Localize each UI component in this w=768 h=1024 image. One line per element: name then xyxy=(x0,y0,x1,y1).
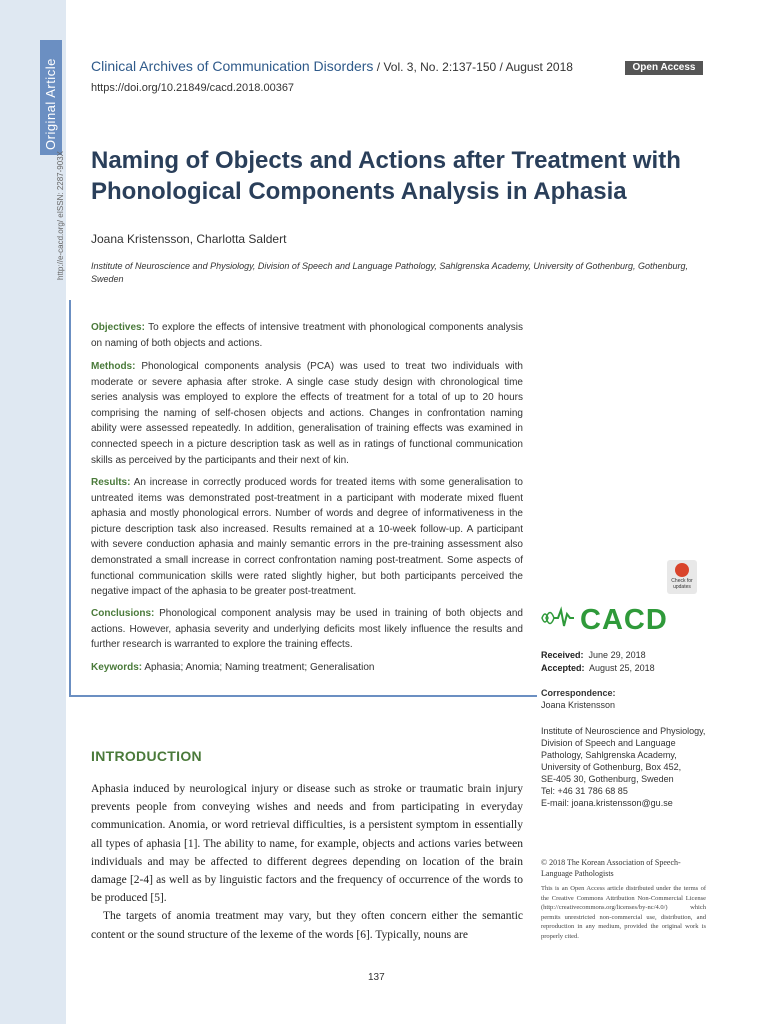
accepted-date: August 25, 2018 xyxy=(589,663,655,673)
logo-text: CACD xyxy=(580,604,668,632)
correspondence-label: Correspondence: xyxy=(541,688,616,698)
check-updates-label: Check for updates xyxy=(671,578,693,590)
abstract-methods xyxy=(91,359,523,468)
methods-text: Phonological components analysis (PCA) was used to treat two individuals with moderate or severe aphasia after stroke. A single case study design with chronological time series analysis was employed to explore the effects of treatment for a total of up to 20 hours comprising the naming of self-chosen objects and actions. Changes in confrontation naming ability were assessed repeatedly. In addition, generalisation of training effects was examined in connected speech in a picture description task as well as in ratings of functional communication skills as perceived by the participants and their next of kin. xyxy=(91,361,523,466)
inst-line: SE-405 30, Gothenburg, Sweden xyxy=(541,774,674,784)
journal-header xyxy=(91,58,573,74)
inst-line: Institute of Neuroscience and Physiology, xyxy=(541,726,706,736)
article-affiliation: Institute of Neuroscience and Physiology, Division of Speech and Language Pathology, Sahlgrenska Academy, University of Gothenburg, Gothenburg, Sweden xyxy=(91,261,689,284)
email-link[interactable]: E-mail: joana.kristensson@gu.se xyxy=(541,798,673,808)
intro-paragraph-2: The targets of anomia treatment may vary, but they often concern either the semantic content or the sound structure of the lexeme of the words [6]. Typically, nouns are xyxy=(91,910,523,941)
license-notice: This is an Open Access article distributed under the terms of the Creative Commons Attribution Non-Commercial License (http://creativecommons.org/licenses/by-nc/4.0/) which permits unrestricted non-commercial use, distribution, and reproduction in any medium, provided the original work is properly cited. xyxy=(541,885,706,940)
article-type-label: Original Article xyxy=(43,58,58,150)
methods-label: Methods: xyxy=(91,361,136,372)
dates-block xyxy=(541,649,655,675)
article-title: Naming of Objects and Actions after Treatment with Phonological Components Analysis in Aphasia xyxy=(91,147,681,205)
inst-line: Division of Speech and Language xyxy=(541,738,676,748)
correspondence-block xyxy=(541,687,616,711)
received-label: Received: xyxy=(541,650,584,660)
journal-name: Clinical Archives of Communication Disorders xyxy=(91,58,374,74)
objectives-label: Objectives: xyxy=(91,322,145,333)
check-updates-icon xyxy=(675,563,689,577)
objectives-text: To explore the effects of intensive treatment with phonological components analysis on naming of both objects and actions. xyxy=(91,322,523,349)
abstract-conclusions xyxy=(91,606,523,653)
doi-link[interactable]: https://doi.org/10.21849/cacd.2018.00367 xyxy=(91,82,295,94)
telephone: Tel: +46 31 786 68 85 xyxy=(541,786,628,796)
issn-text: http://e-cacd.org/ eISSN: 2287-903X xyxy=(56,151,65,280)
conclusions-label: Conclusions: xyxy=(91,608,155,619)
cacd-logo xyxy=(540,604,705,632)
introduction-heading: INTRODUCTION xyxy=(91,748,202,764)
results-text: An increase in correctly produced words for treated items with some generalisation to untreated items was demonstrated post-treatment in a participant with moderate mixed fluent aphasia and mostly phonological errors. Number of words and degree of informativeness in the picture description task also increased. Results remained at a 10-week follow-up. A participant with severe conduction aphasia and mainly semantic errors in the pre-training assessment also demonstrated a small increase in correct confrontation naming post-treatment. Some aspects of functional communication skills were rated slightly higher, but both participants perceived the negative impact of the aphasia to be greater post-treatment. xyxy=(91,477,523,598)
intro-paragraph-1: Aphasia induced by neurological injury or disease such as stroke or traumatic brain injury prevents people from conveying wishes and needs and from participating in everyday communication. Anomia, or word retrieval difficulties, is a persistent symptom in essentially all types of aphasia [1]. The ability to name, for example, objects and actions varies between individuals and may be affected to different degrees depending on location of the brain damage [2-4] as well as by linguistic factors and the frequency of occurrence of the words to be produced [5]. xyxy=(91,783,523,905)
copyright-notice: © 2018 The Korean Association of Speech-Language Pathologists xyxy=(541,858,681,878)
journal-volume: / Vol. 3, No. 2:137-150 / August 2018 xyxy=(373,60,573,74)
open-access-badge: Open Access xyxy=(625,61,703,75)
accepted-label: Accepted: xyxy=(541,663,585,673)
article-authors: Joana Kristensson, Charlotta Saldert xyxy=(91,232,287,246)
received-date: June 29, 2018 xyxy=(588,650,646,660)
page-number: 137 xyxy=(368,972,385,983)
institution-block xyxy=(541,725,705,809)
conclusions-text: Phonological component analysis may be used in training of both objects and actions. However, aphasia severity and underlying deficits most likely influence the results and further research is warranted to explore the training effects. xyxy=(91,608,523,651)
introduction-body xyxy=(91,780,523,944)
abstract-objectives xyxy=(91,320,523,351)
keywords-text: Aphasia; Anomia; Naming treatment; Generalisation xyxy=(142,662,375,673)
check-for-updates-badge[interactable] xyxy=(667,560,697,594)
inst-line: University of Gothenburg, Box 452, xyxy=(541,762,682,772)
keywords-label: Keywords: xyxy=(91,662,143,673)
correspondence-name: Joana Kristensson xyxy=(541,700,616,710)
inst-line: Pathology, Sahlgrenska Academy, xyxy=(541,750,677,760)
abstract-keywords xyxy=(91,660,523,676)
abstract-results xyxy=(91,475,523,600)
results-label: Results: xyxy=(91,477,131,488)
